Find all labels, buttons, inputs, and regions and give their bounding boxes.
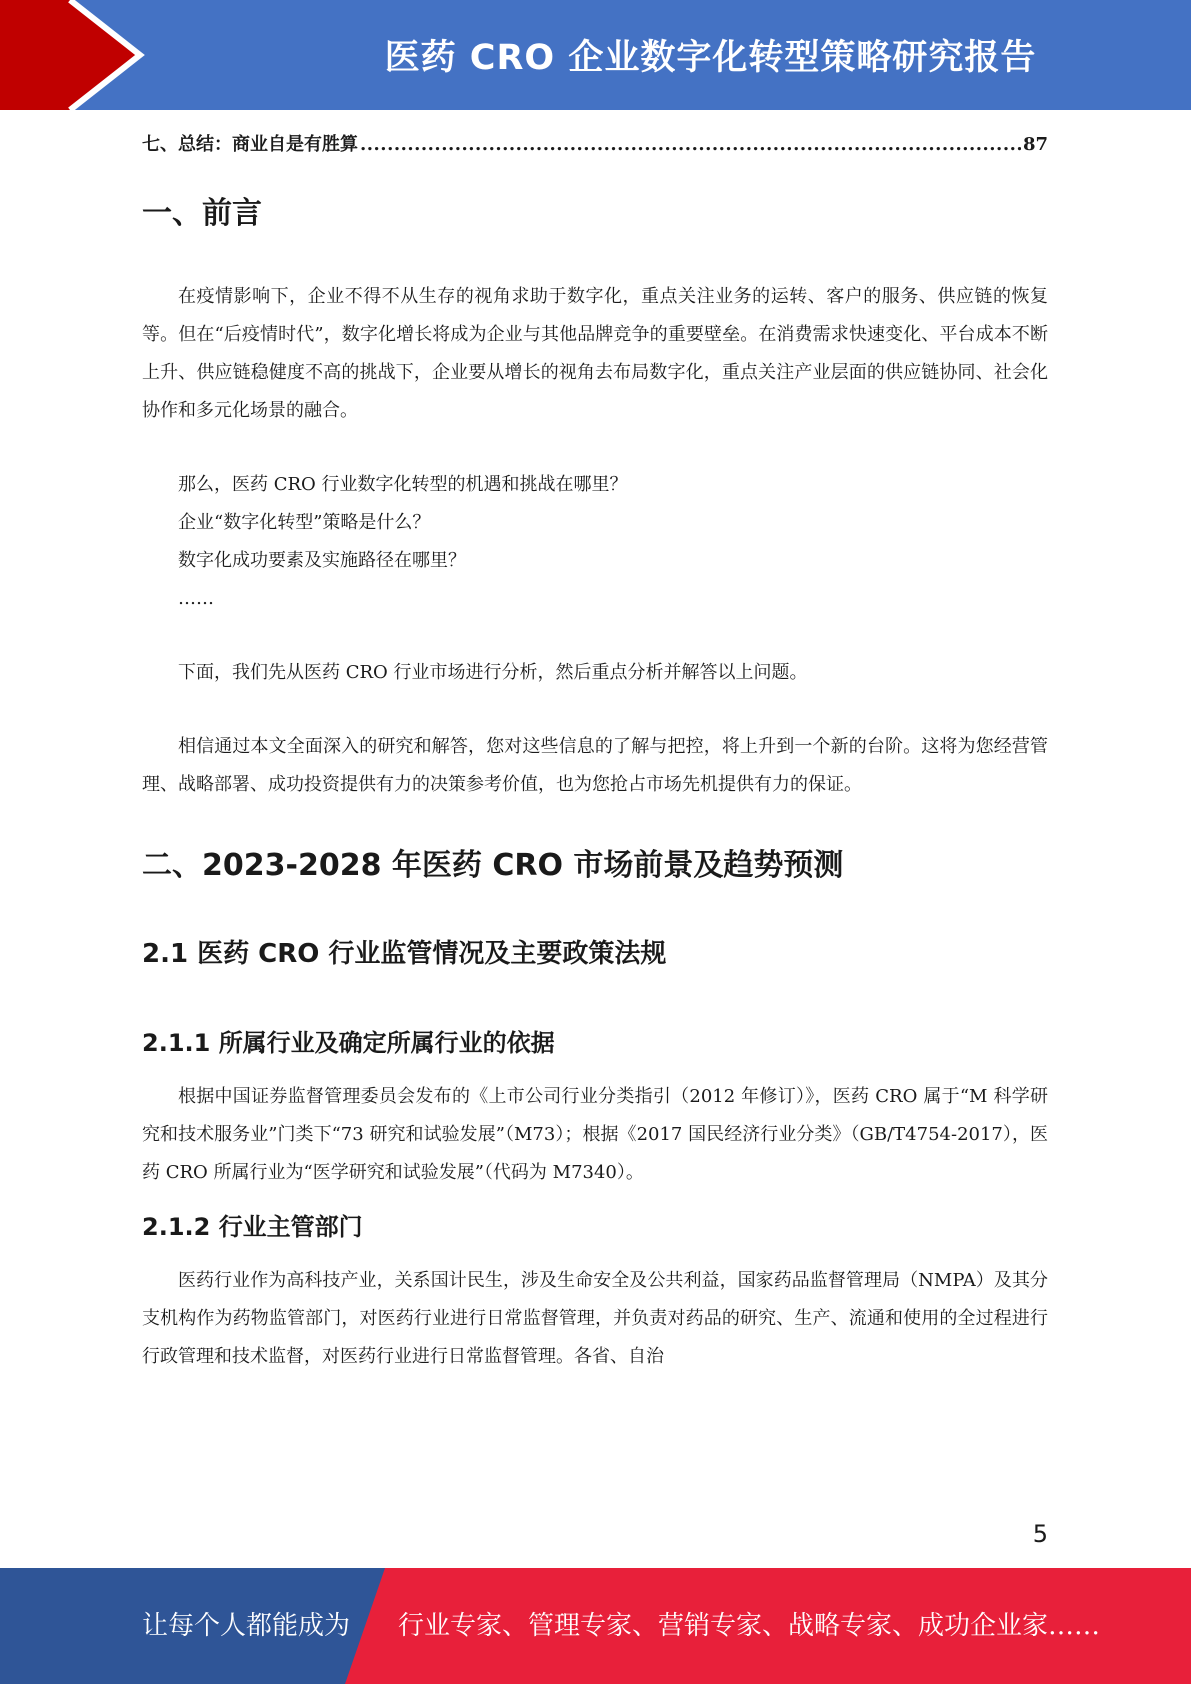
question-2: 企业“数字化转型”策略是什么？ [178,512,431,533]
footer-slogan-right: 行业专家、管理专家、营销专家、战略专家、成功企业家…… [398,1611,1101,1641]
subsection-heading-2-1-1: 2.1.1 所属行业及确定所属行业的依据 [142,1029,555,1057]
question-3: 数字化成功要素及实施路径在哪里？ [178,550,466,571]
footer-banner [0,1568,1191,1684]
subsection-heading-2-1: 2.1 医药 CRO 行业监管情况及主要政策法规 [142,939,667,969]
report-title: 医药 CRO 企业数字化转型策略研究报告 [384,38,1037,78]
toc-leader-dots [360,120,1021,170]
page-number: 5 [1032,1520,1048,1548]
section-heading-2: 二、2023-2028 年医药 CRO 市场前景及趋势预测 [142,848,844,883]
toc-entry[interactable] [142,120,1048,170]
paragraph-regulator: 医药行业作为高科技产业，关系国计民生，涉及生命安全及公共利益，国家药品监督管理局（NMPA）及其分支机构作为药物监管部门，对医药行业进行日常监督管理，并负责对药品的研究、生产、流通和使用的全过程进行行政管理和技术监督，对医药行业进行日常监督管理。各省、自治 [142,1270,1048,1367]
paragraph-intro: 在疫情影响下，企业不得不从生存的视角求助于数字化，重点关注业务的运转、客户的服务、供应链的恢复等。但在“后疫情时代”，数字化增长将成为企业与其他品牌竞争的重要壁垒。在消费需求快速变化、平台成本不断上升、供应链稳健度不高的挑战下，企业要从增长的视角去布局数字化，重点关注产业层面的供应链协同、社会化协作和多元化场景的融合。 [142,286,1048,421]
subsection-heading-2-1-2: 2.1.2 行业主管部门 [142,1213,363,1241]
document-body [142,120,1048,1376]
paragraph-industry-classification: 根据中国证券监督管理委员会发布的《上市公司行业分类指引（2012 年修订）》，医药 CRO 属于“M 科学研究和技术服务业”门类下“73 研究和试验发展”（M73）；根据《2017 国民经济行业分类》（GB/T4754-2017），医药 CRO 所属行业为“医学研究和试验发展”（代码为 M7340）。 [142,1086,1048,1183]
paragraph-conclusion: 相信通过本文全面深入的研究和解答，您对这些信息的了解与把控，将上升到一个新的台阶。这将为您经营管理、战略部署、成功投资提供有力的决策参考价值，也为您抢占市场先机提供有力的保证。 [142,736,1048,795]
section-heading-1: 一、前言 [142,196,262,231]
header-arrow-decoration [0,0,160,110]
question-ellipsis: …… [178,588,214,609]
toc-entry-page: 87 [1022,134,1048,155]
paragraph-analysis: 下面，我们先从医药 CRO 行业市场进行分析，然后重点分析并解答以上问题。 [178,662,808,683]
header-banner [0,0,1191,110]
footer-slogan-left: 让每个人都能成为 [142,1611,351,1641]
question-1: 那么，医药 CRO 行业数字化转型的机遇和挑战在哪里？ [178,474,628,495]
toc-entry-label: 七、总结：商业自是有胜算 [142,134,358,155]
